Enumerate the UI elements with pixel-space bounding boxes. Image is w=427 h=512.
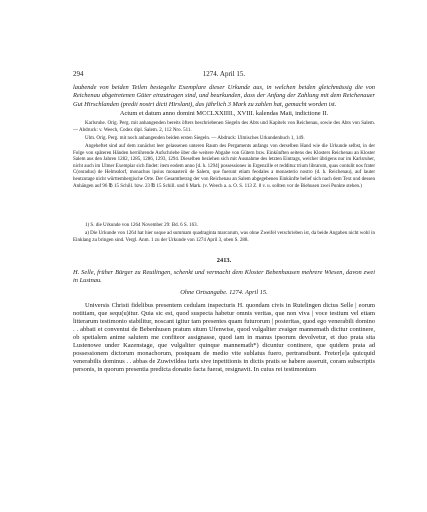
footnote-1: 1) S. die Urkunde von 1264 November 29: Bd. 6 S. 163. bbox=[85, 223, 198, 228]
document-number: 2413. bbox=[216, 257, 232, 264]
source-appendix-note: Angeheftet sind auf dem zunächst leer gelassenen unteren Raum des Pergaments anfangs von derselben Hand wie die Urkunde selbst, in der Folge von späteren Händen herrührende Aufschriebe über die weitere Abgabe von Gütern bzw. Einkünften seitens des Klosters Reichenau an Kloster Salem aus den Jahren 1282, 1285, 1286, 1293, 1294. Dieselben beziehen sich mit Ausnahme des letzten Eintrags, welcher übrigens nur im Karlsruher, nicht auch im Ulmer Exemplar sich findet: item eodem anno [d. h. 1294] possessiones in Ergenzille et reddituz trium librarum, quas contulit nos frater C(onradus) de Helmsdorf, monachus ipsius monasterii de Salem, que fuerunt etiam feodales a monasterio nostro (d. h. Reichenau), auf lauter heutzutage nicht württembergische Orte. Der Gesamtbetrag der von Reichenau an Salem abgegebenen Einkünfte belief sich nach dem Text und dessen Anhängen auf 96 ℔ 15 Schill. bzw. 23 ℔ 15 Schill. und 6 Mark. (v. Weech a. a. O. S. 113 Z. 8 v. u. sollten vor de Biehusen zwei Punkte stehen.) bbox=[73, 144, 375, 189]
source-karlsruhe: Karlsruhe. Orig. Perg. mit anhangenden bereits öfters beschriebenen Siegeln des Abts und Kapitels von Reichenau, sowie des Abts von Salem. — Abdruck: v. Weech, Codex dipl. Salem. 2, 112 Nro. 511. bbox=[73, 121, 375, 133]
actum-line: Actum et datum anno domini MCCLXXIIII., XVIII. kalendas Maii, indictione II. bbox=[119, 110, 329, 117]
charter-body-text: Universis Christi fidelibus presentem cedulam inspecturis H. quondam civis in Rutelingen dictus Selle | eorum notitiam, que sequ(u)itur. Quia sic est, quod suspecta habetur omnis veritas, que non viva | voce testium vel etiam litterarum testimonio stabilitur, noscant igitur tam presentes quam futurorum | posteritas, quod ego venerabili domino . . abbati et conventui de Bebenhusen pratum situm Ufenwise, quod vulgaliter zvaiger mannemath dicitur continere, ob spetialem anime salutem me confiteor assignasse, quod iam in manus ipsorum devolvetur, et duo prata sita Lustenowe under Kazenstage, que vulgaliter quinque mannemath*) dicuntur continere, que quidem prata ad possessionem dictorum monachorum, postquam de medio vite sublatus fuero, pertransibunt. Freter[e]a quicquid venerabilis dominus . . abbas de Zuwivildea iuris sive inpetitionis in dictis pratis se habere asseruit, coram subscriptis personis, in quorum presentia predicta donatio facta fuerat, resignavit. In cuius rei testimonium bbox=[73, 302, 375, 374]
summary-italic: H. Selle, früher Bürger zu Reutlingen, schenkt und vermacht dem Kloster Bebenhausen mehrere Wiesen, davon zwei in Lustnau. bbox=[73, 269, 375, 285]
page-number: 294 bbox=[73, 70, 84, 78]
footnote-a: a) Die Urkunde von 1264 hat hier usque ad summam quadraginta marcarum, was ohne Zweifel verschrieben ist, da beide Angaben nicht wohl in Einklang zu bringen sind. Vergl. Anm. 1 zu der Urkunde von 1274 April 3, oben S. 288. bbox=[73, 231, 375, 243]
place-date-line: Ohne Ortsangabe. 1274. April 15. bbox=[180, 289, 268, 296]
source-ulm: Ulm. Orig. Perg. mit noch anhangenden beiden ersten Siegeln. — Abdruck: Ulmisches Urkundenbuch 1, 149. bbox=[85, 136, 305, 141]
header-date: 1274. April 15. bbox=[202, 70, 246, 78]
intro-italic-paragraph: laubende von beiden Teilen besiegelte Exemplare dieser Urkunde aus, in welchen beiden gleichmässig die von Reichenau abgetretenen Güter einzutragen sind, und beurkunden, dass der Anfang der Zahlung mit dem Reichenauer Gut Hirschlanden (predii nostri dicti Hirslant), das jährlich 3 Mark zu zahlen hat, gemacht worden ist. bbox=[73, 84, 375, 108]
running-header bbox=[73, 70, 375, 80]
